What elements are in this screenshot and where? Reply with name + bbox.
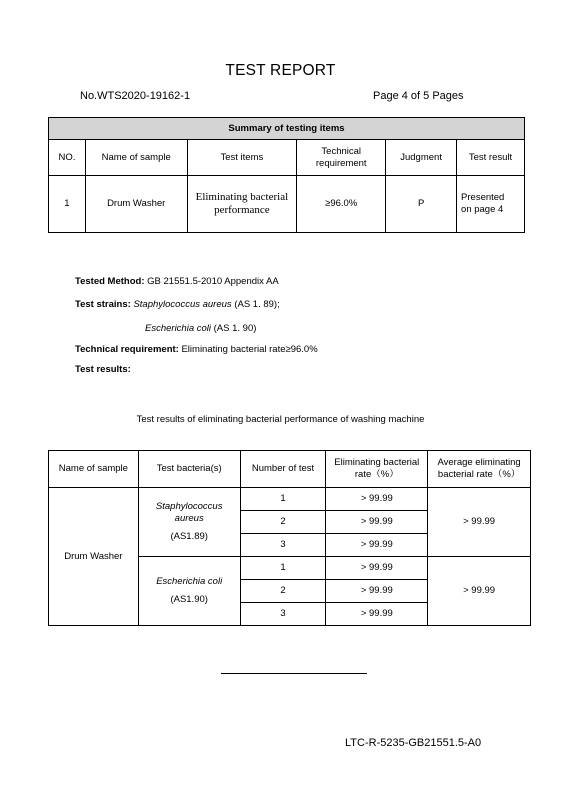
test-strains-separator: : [127, 299, 131, 310]
bacteria-2-name: Escherichia coli [156, 576, 223, 587]
cell-test-number: 3 [240, 534, 326, 557]
cell-rate: > 99.99 [326, 603, 428, 626]
col-header-number-of-test: Number of test [240, 451, 326, 488]
strain-2-code: (AS 1. 90) [213, 323, 257, 334]
col-header-judgment: Judgment [386, 140, 457, 176]
col-header-sample: Name of sample [85, 140, 187, 176]
cell-bacteria-1 [138, 488, 240, 557]
cell-judgment: P [386, 176, 457, 233]
technical-requirement-label: Technical requirement: [75, 344, 179, 355]
results-table-caption: Test results of eliminating bacterial performance of washing machine [136, 414, 425, 425]
cell-sample: Drum Washer [85, 176, 187, 233]
cell-bacteria-2 [138, 557, 240, 626]
signature-line [221, 673, 367, 674]
tested-method-line [75, 276, 279, 287]
strain-1-name: Staphylococcus aureus [133, 299, 232, 310]
col-header-test-items: Test items [187, 140, 297, 176]
col-header-sample: Name of sample [49, 451, 139, 488]
page-title: TEST REPORT [225, 62, 336, 79]
table-row [49, 176, 525, 233]
tested-method-value: GB 21551.5-2010 Appendix AA [147, 276, 279, 287]
col-header-no: NO. [49, 140, 86, 176]
results-header-row [49, 451, 531, 488]
cell-test-number: 1 [240, 488, 326, 511]
col-header-eliminating-rate: Eliminating bacterial rate（%） [326, 451, 428, 488]
cell-test-number: 3 [240, 603, 326, 626]
cell-rate: > 99.99 [326, 534, 428, 557]
footer-document-code: LTC-R-5235-GB21551.5-A0 [345, 737, 482, 749]
page-number: Page 4 of 5 Pages [373, 90, 464, 102]
cell-no: 1 [49, 176, 86, 233]
cell-result: Presented on page 4 [457, 176, 525, 233]
summary-header-row [49, 140, 525, 176]
col-header-average-rate: Average eliminating bacterial rate（%） [428, 451, 531, 488]
cell-average-2: > 99.99 [428, 557, 531, 626]
cell-rate: > 99.99 [326, 488, 428, 511]
strain-1-code: (AS 1. 89); [234, 299, 280, 310]
tested-method-label: Tested Method [75, 276, 142, 287]
test-strains-line [75, 299, 280, 310]
bacteria-1-name: Staphylococcus aureus [155, 501, 223, 524]
technical-requirement-line [75, 344, 318, 355]
test-results-label: Test results: [75, 364, 131, 375]
summary-caption: Summary of testing items [49, 118, 525, 140]
cell-average-1: > 99.99 [428, 488, 531, 557]
technical-requirement-value: Eliminating bacterial rate≥96.0% [181, 344, 318, 355]
cell-requirement: ≥96.0% [297, 176, 386, 233]
cell-rate: > 99.99 [326, 580, 428, 603]
col-header-technical-requirement: Technical requirement [297, 140, 386, 176]
bacteria-1-code: (AS1.89) [170, 531, 208, 542]
cell-sample: Drum Washer [49, 488, 139, 626]
cell-rate: > 99.99 [326, 557, 428, 580]
test-strains-label: Test strains [75, 299, 128, 310]
strain-2-name: Escherichia coli [145, 323, 211, 334]
cell-test-number: 2 [240, 580, 326, 603]
test-strains-line-2 [145, 323, 256, 334]
results-table [48, 450, 531, 626]
bacteria-2-code: (AS1.90) [170, 594, 208, 605]
cell-test-number: 2 [240, 511, 326, 534]
cell-test-number: 1 [240, 557, 326, 580]
table-row [49, 488, 531, 511]
col-header-test-result: Test result [457, 140, 525, 176]
tested-method-separator: : [141, 276, 145, 287]
col-header-test-bacteria: Test bacteria(s) [138, 451, 240, 488]
summary-table [48, 117, 525, 233]
cell-rate: > 99.99 [326, 511, 428, 534]
cell-test-item: Eliminating bacterial performance [187, 176, 297, 233]
report-number: No.WTS2020-19162-1 [80, 90, 191, 102]
